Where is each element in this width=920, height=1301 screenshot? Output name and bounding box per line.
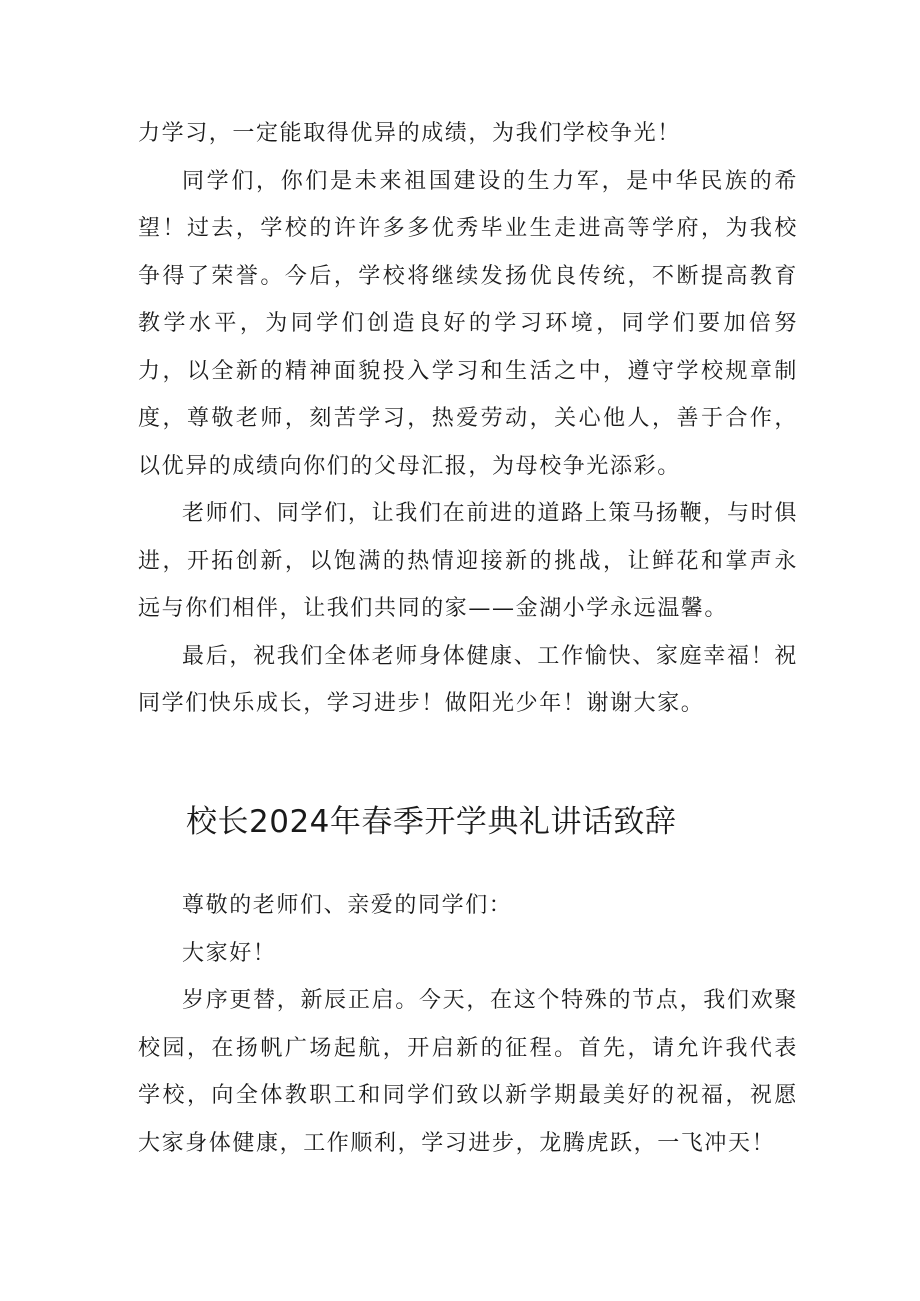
paragraph-closing-wishes: 最后，祝我们全体老师身体健康、工作愉快、家庭幸福！祝同学们快乐成长，学习进步！做阳光少年！谢谢大家。: [138, 643, 798, 716]
paragraph-opening: 岁序更替，新辰正启。今天，在这个特殊的节点，我们欢聚校园，在扬帆广场起航，开启新的征程。首先，请允许我代表学校，向全体教职工和同学们致以新学期最美好的祝福，祝愿大家身体健康，工作顺利，学习进步，龙腾虎跃，一飞冲天！: [138, 988, 798, 1156]
paragraph-students-future: 同学们，你们是未来祖国建设的生力军，是中华民族的希望！过去，学校的许许多多优秀毕业生走进高等学府，为我校争得了荣誉。今后，学校将继续发扬优良传统，不断提高教育教学水平，为同学们创造良好的学习环境，同学们要加倍努力，以全新的精神面貌投入学习和生活之中，遵守学校规章制度，尊敬老师，刻苦学习，热爱劳动，关心他人，善于合作，以优异的成绩向你们的父母汇报，为母校争光添彩。: [138, 168, 798, 479]
speech-title: 校长2024年春季开学典礼讲话致辞: [186, 804, 677, 840]
paragraph-forward-together: 老师们、同学们，让我们在前进的道路上策马扬鞭，与时俱进，开拓创新，以饱满的热情迎接新的挑战，让鲜花和掌声永远与你们相伴，让我们共同的家——金湖小学永远温馨。: [138, 501, 798, 621]
paragraph-continuation: 力学习，一定能取得优异的成绩，为我们学校争光！: [138, 121, 681, 146]
greeting: 大家好！: [182, 940, 277, 966]
previous-speech-ending: [138, 110, 798, 728]
salutation: 尊敬的老师们、亲爱的同学们：: [182, 893, 513, 918]
speech-body: [138, 882, 798, 1167]
